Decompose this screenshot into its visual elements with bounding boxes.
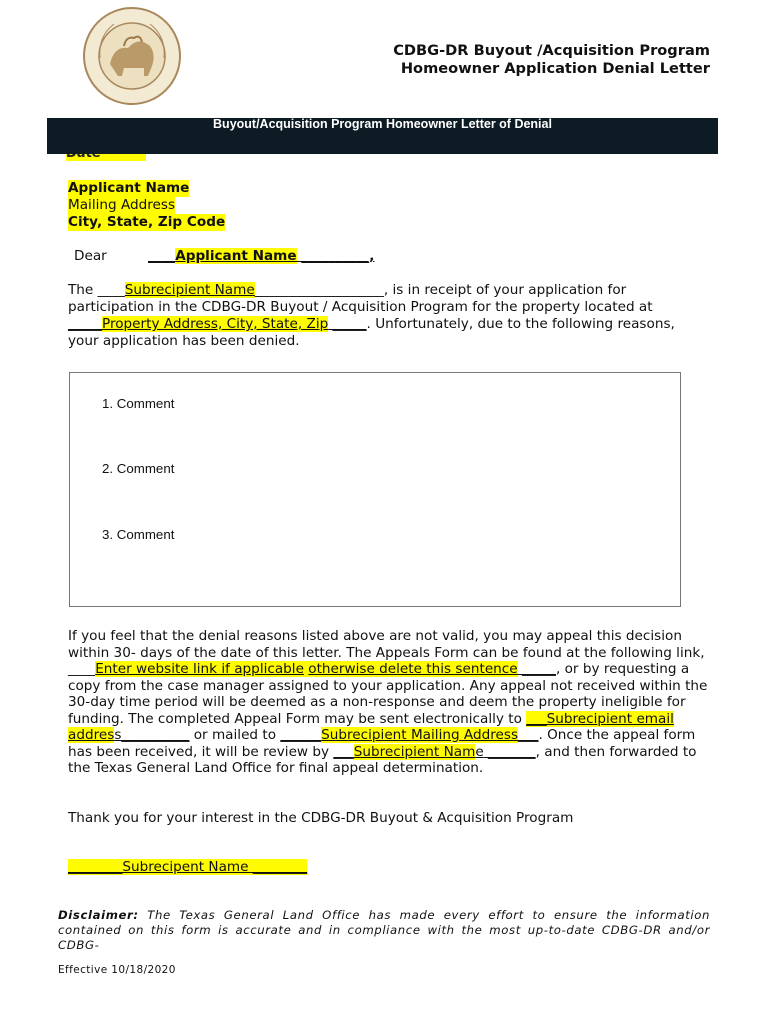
subrecipient-email-field[interactable]: ___Subrecipient email addres [68,710,674,743]
subrecipient-mailing-address-field[interactable]: Subrecipient Mailing Address [321,727,519,743]
disclaimer-label: Disclaimer: [58,908,139,922]
dear-label: Dear [74,248,107,264]
subrecipient-name-field[interactable]: Subrecipient Name [124,282,255,298]
disclaimer [58,908,710,953]
banner-text: Buyout/Acquisition Program Homeowner Letter of Denial [213,117,552,131]
signature-subrecipient-name-field[interactable]: ________Subrecipent Name ________ [68,859,308,875]
address-block [68,180,225,231]
comment-item-2[interactable]: 2. Comment [102,461,175,476]
delete-sentence-note[interactable]: otherwise delete this sentence [308,661,518,677]
mailing-address-field[interactable]: Mailing Address [68,197,176,213]
document-title [393,42,710,78]
title-line-1: CDBG-DR Buyout /Acquisition Program [393,42,710,59]
city-state-zip-field[interactable]: City, State, Zip Code [68,214,226,230]
appeal-paragraph: If you feel that the denial reasons listed above are not valid, you may appeal this decision within 30- days of the date of this letter. The Appeals Form can be found at the following link, ____Enter website link if applicable otherwise delete this sentence _____, or by requesting a copy from the case manager assigned to your application. Any appeal not received within the 30-day time period will be deemed as a non-response and deem the property ineligible for funding. The completed Appeal Form may be sent electronically to ___Subrecipient email address__________ or mailed to ______Subrecipient Mailing Address___. Once the appeal form has been received, it will be review by ___Subrecipient Name _______, and then forwarded to the Texas General Land Office for final appeal determination. [68,628,708,776]
title-line-2: Homeowner Application Denial Letter [400,60,710,77]
salutation-applicant-name-field[interactable]: Applicant Name [175,248,297,264]
website-link-field[interactable]: Enter website link if applicable [95,661,304,677]
denial-reasons-box[interactable] [69,372,681,607]
property-address-field[interactable]: Property Address, City, State, Zip [101,316,329,332]
salutation-name: ____Applicant Name __________, [148,248,375,264]
letter-banner [47,118,718,154]
reviewer-subrecipient-name-field[interactable]: Subrecipient Nam [353,743,476,760]
seal-icon [80,6,184,106]
salutation [74,248,375,264]
texas-glo-seal [80,6,184,106]
comment-item-3[interactable]: 3. Comment [102,527,175,542]
closing-thanks: Thank you for your interest in the CDBG-DR Buyout & Acquisition Program [68,810,574,826]
applicant-name-field[interactable]: Applicant Name [68,180,190,196]
comment-item-1[interactable]: 1. Comment [102,396,175,411]
receipt-paragraph: The ____Subrecipient Name___________________, is in receipt of your application for participation in the CDBG-DR Buyout / Acquisition Program for the property located at _____Property Address, City, State, Zip _____. Unfortunately, due to the following reasons, your application has been denied. [68,282,675,349]
effective-date: Effective 10/18/2020 [58,964,176,976]
disclaimer-text: The Texas General Land Office has made every effort to ensure the information contained on this form is accurate and in compliance with the most up-to-date CDBG-DR and/or CDBG- [58,908,710,952]
